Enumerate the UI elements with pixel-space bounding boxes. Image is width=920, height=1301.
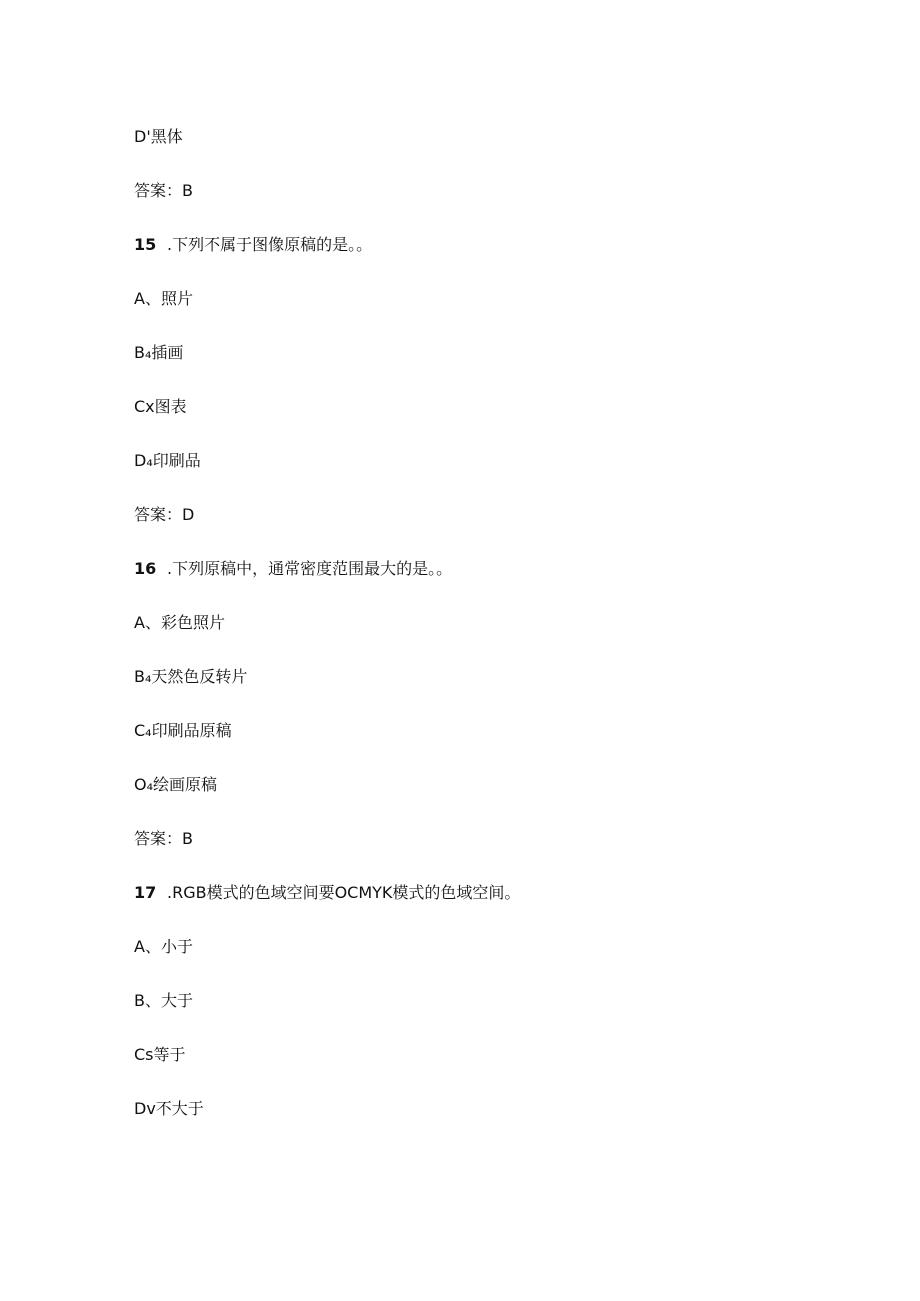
question-text: .下列原稿中，通常密度范围最大的是。。 — [167, 559, 453, 578]
option-line — [134, 289, 193, 309]
option-line — [134, 1099, 204, 1119]
option-line — [134, 991, 193, 1011]
option-text: A、小于 — [134, 937, 193, 956]
question-number: 16 — [134, 559, 157, 578]
option-text: A、彩色照片 — [134, 613, 225, 632]
answer-text: 答案：D — [134, 505, 195, 524]
option-text: B₄天然色反转片 — [134, 667, 248, 686]
option-line — [134, 775, 217, 795]
option-text: A、照片 — [134, 289, 193, 308]
answer-text: 答案：B — [134, 181, 193, 200]
option-text: D₄印刷品 — [134, 451, 201, 470]
option-line — [134, 397, 187, 417]
option-text: Cx图表 — [134, 397, 187, 416]
answer-line — [134, 505, 194, 525]
option-line — [134, 937, 193, 957]
option-text: Dv不大于 — [134, 1099, 204, 1118]
option-text: C₄印刷品原稿 — [134, 721, 232, 740]
option-text: B、大于 — [134, 991, 193, 1010]
option-text: O₄绘画原稿 — [134, 775, 218, 794]
question-15 — [134, 235, 372, 255]
option-text: D'黑体 — [134, 127, 183, 146]
option-line — [134, 451, 201, 471]
answer-text: 答案：B — [134, 829, 193, 848]
option-line — [134, 1045, 186, 1065]
question-text: .RGB模式的色域空间要OCMYK模式的色域空间。 — [167, 883, 521, 902]
option-text: B₄插画 — [134, 343, 184, 362]
answer-line — [134, 829, 193, 849]
question-17 — [134, 883, 520, 903]
question-number: 15 — [134, 235, 157, 254]
option-text: Cs等于 — [134, 1045, 186, 1064]
question-16 — [134, 559, 452, 579]
option-line — [134, 721, 232, 741]
option-line — [134, 343, 183, 363]
option-line — [134, 667, 247, 687]
answer-line — [134, 181, 193, 201]
option-line — [134, 613, 225, 633]
option-line — [134, 127, 183, 147]
question-text: .下列不属于图像原稿的是。。 — [167, 235, 373, 254]
question-number: 17 — [134, 883, 157, 902]
